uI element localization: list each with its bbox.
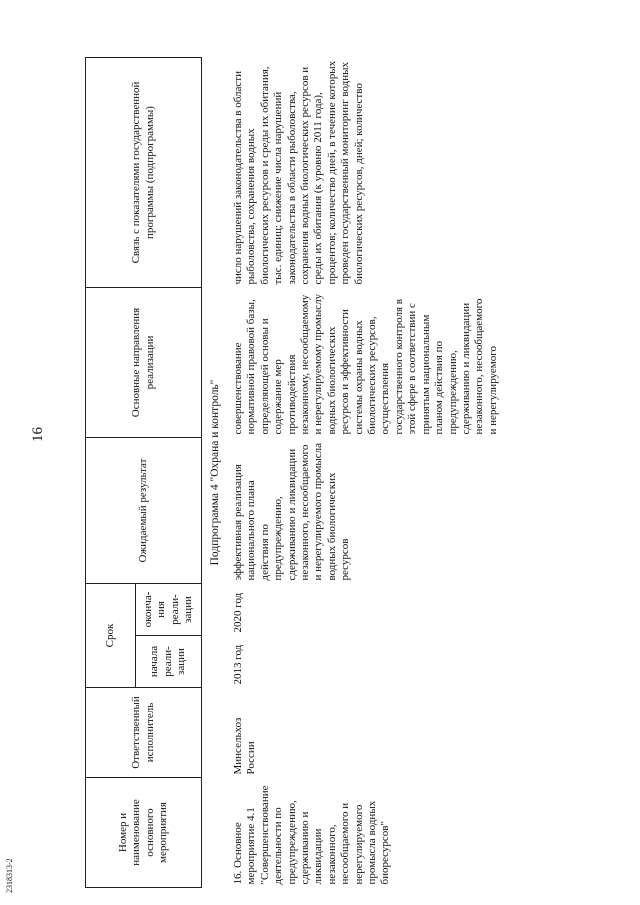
header-executor: Ответственный исполнитель — [86, 688, 202, 778]
header-result: Ожидаемый результат — [86, 438, 202, 584]
header-term-end: оконча- ния реали- зации — [136, 584, 202, 636]
cell-result: эффективная реализация национального плана действия по предупреждению, сдерживанию и ликвидации незаконного, несообщаемого и нерегулируемого промысла водных биологических ресурсов — [232, 442, 352, 581]
cell-event: 16. Основное мероприятие 4.1 "Совершенствование деятельности по предупреждению, сдерживанию и ликвидации незаконного, несообщаемого и нерегулируемого промысла водных биоресурсов" — [232, 785, 392, 885]
activities-table — [85, 57, 502, 888]
cell-executor: Минсельхоз России — [232, 717, 258, 775]
header-directions: Основные направления реализации — [86, 288, 202, 438]
header-indicators: Связь с показателями государственной программы (подпрограммы) — [86, 58, 202, 288]
cell-directions: совершенствование нормативной правовой базы, определяющей основы и содержание мер противодействия незаконному, несообщаемому и нерегулируемому промыслу водных биологических ресурсов и эффективности системы охраны водных биологических ресурсов, осуществления государственного контроля в этой сфере в соответствии с принятым национальным планом действия по предупреждению, сдерживанию и ликвидации незаконного, несообщаемого и нерегулируемого — [232, 293, 499, 435]
cell-end: 2020 год — [232, 592, 245, 633]
header-term: Срок — [86, 584, 136, 688]
page-number: 16 — [30, 427, 46, 442]
subprogram-title: Подпрограмма 4 "Охрана и контроль" — [209, 379, 221, 566]
document-code: 2318313-2 — [5, 858, 14, 893]
cell-start: 2013 год — [232, 644, 245, 685]
header-event: Номер и наименование основного мероприятия — [86, 778, 202, 888]
cell-indicators: число нарушений законодательства в области рыболовства, сохранения водных биологических ресурсов и среды их обитания, тыс. единиц; снижение числа нарушений законодательства в области рыболовства, сохранения водных биологических ресурсов и среды их обитания (к уровню 2011 года), процентов; количество дней, в течение которых проведен государственный мониторинг водных биологических ресурсов, дней; количество — [232, 60, 365, 285]
rotated-page-content — [85, 58, 615, 888]
header-term-start: начала реали- зации — [136, 636, 202, 688]
